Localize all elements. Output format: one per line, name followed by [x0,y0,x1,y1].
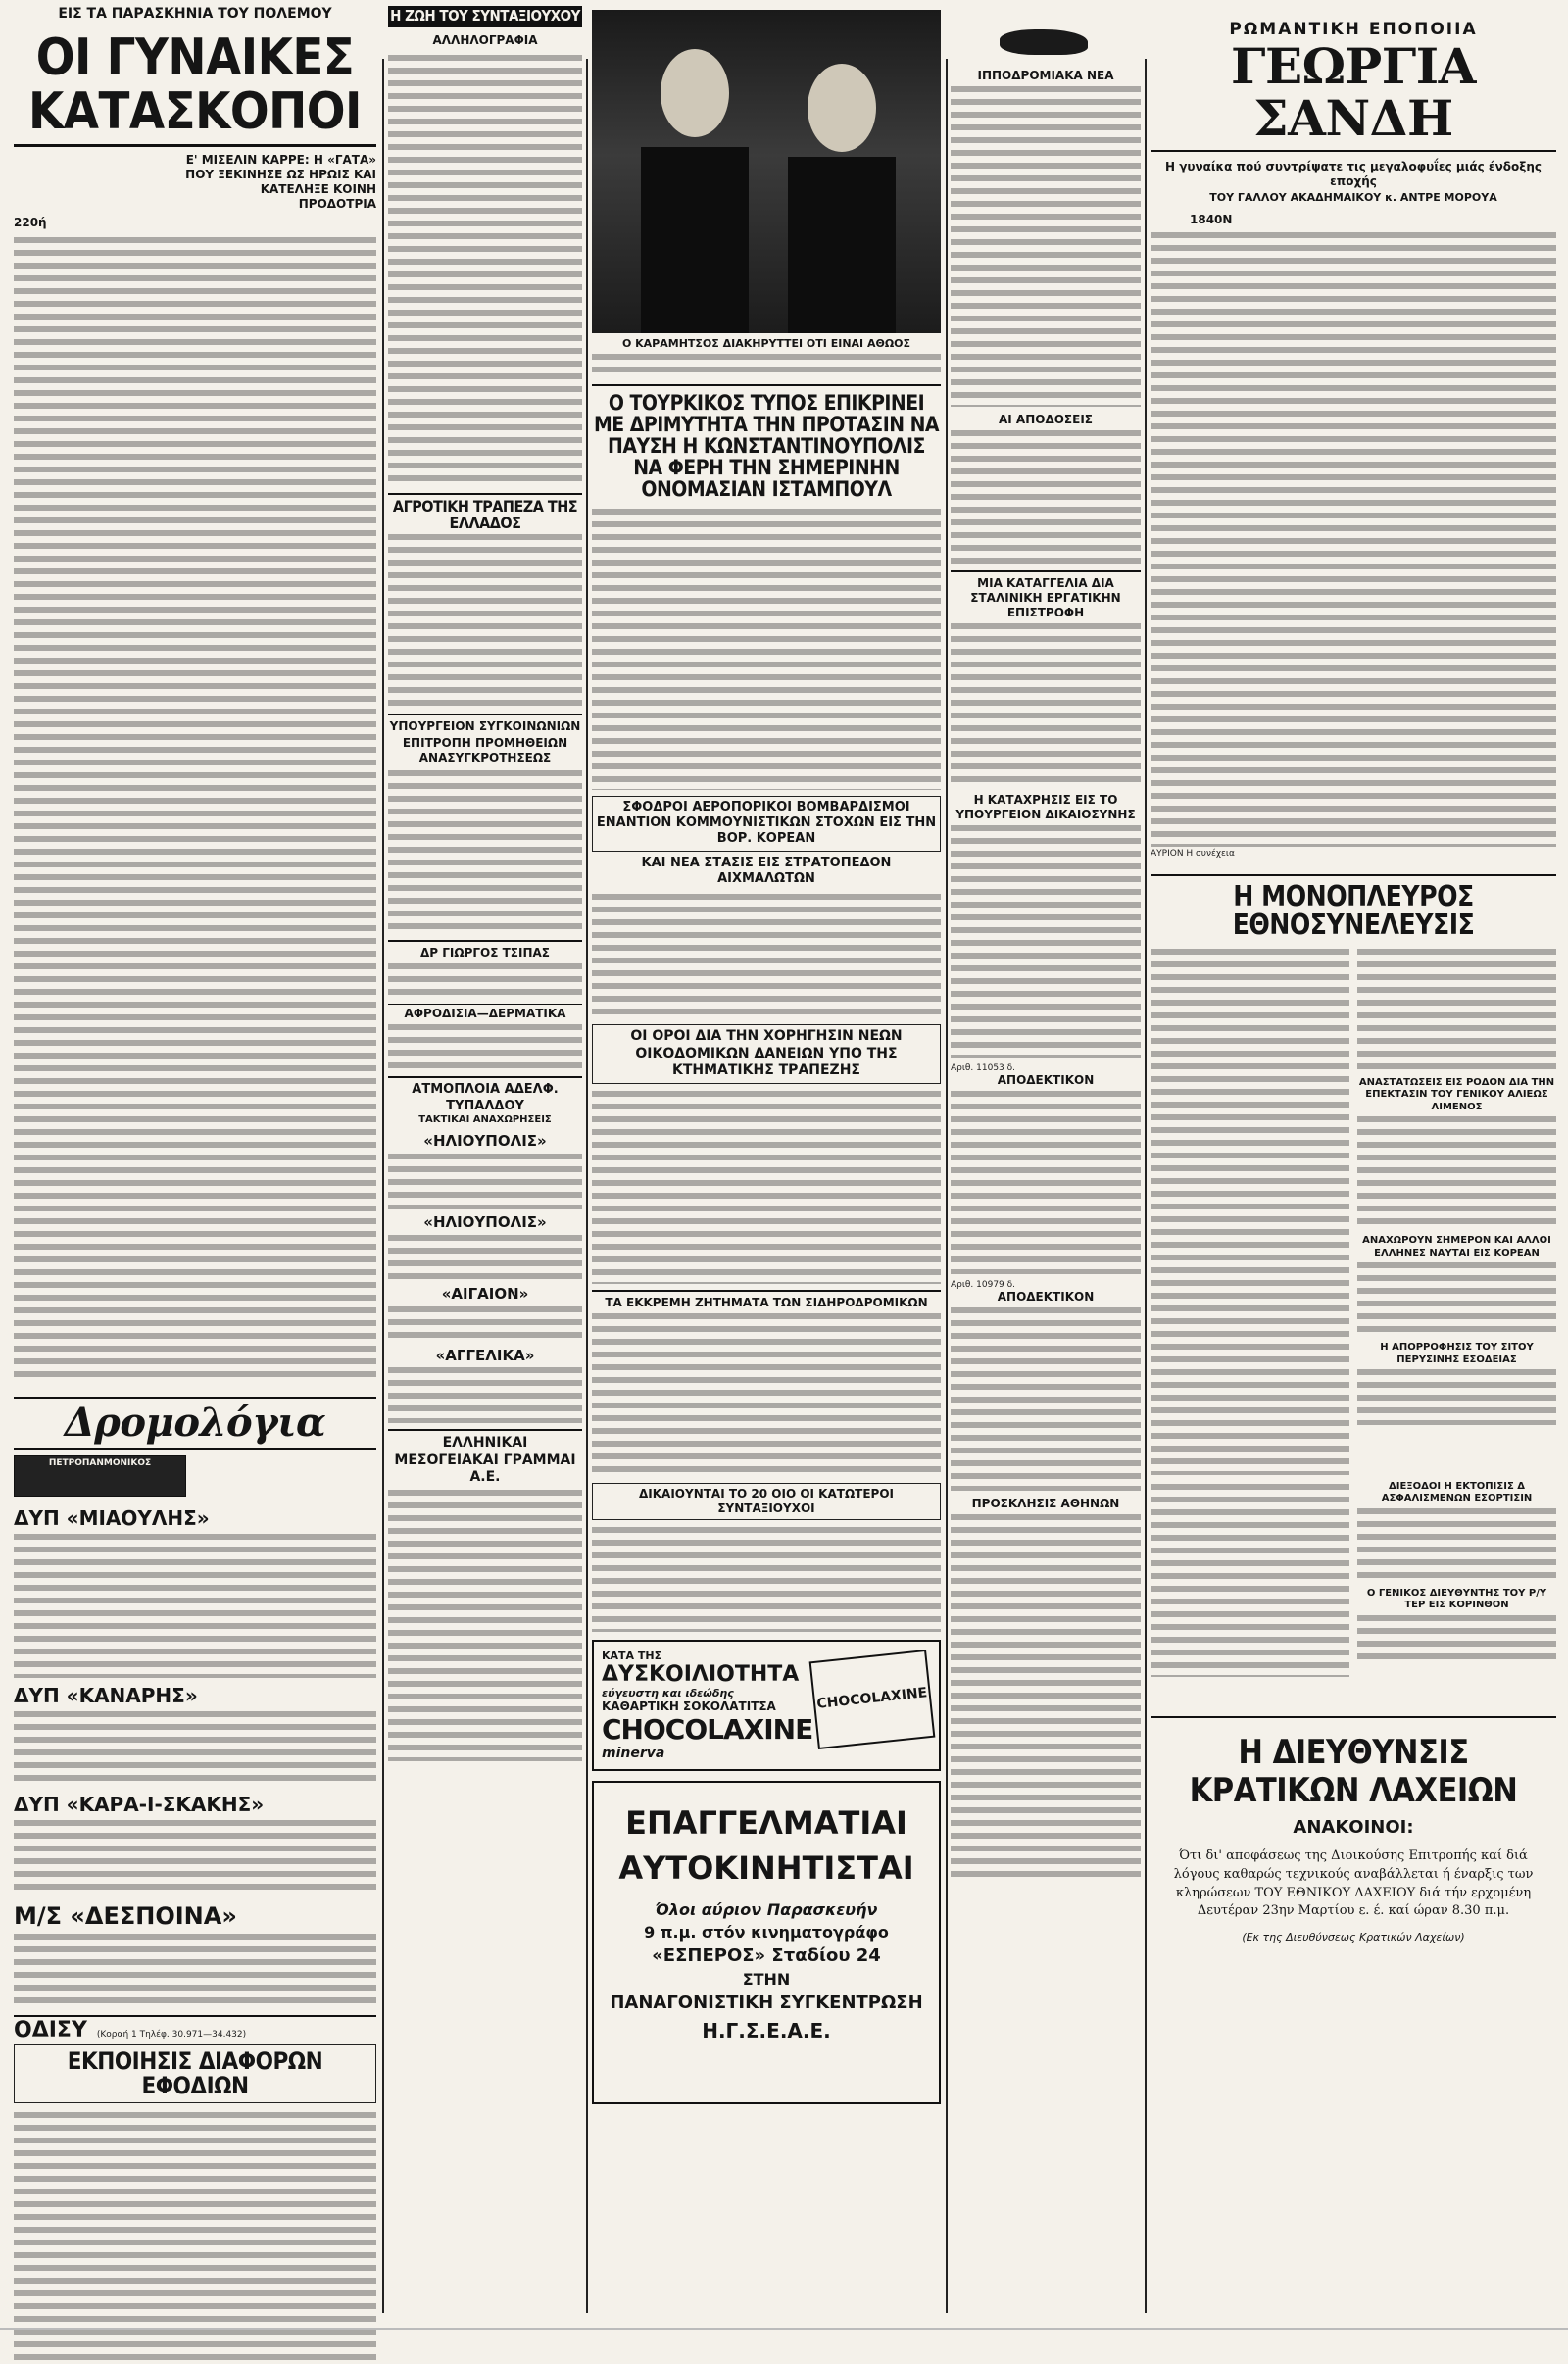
ministry-title: ΥΠΟΥΡΓΕΙΟΝ ΣΥΓΚΟΙΝΩΝΙΩΝ [388,714,582,734]
director-text [1357,1612,1556,1661]
column-5 [1151,0,1556,2347]
bottom-rule [0,2328,1568,2330]
photo-face-right [808,64,876,152]
sand-year: 1840Ν [1190,212,1233,226]
wheat-headline: Η ΑΠΟΡΡΟΦΗΣΙΣ ΤΟΥ ΣΙΤΟΥ ΠΕΡΥΣΙΝΗΣ ΕΣΟΔΕΙΑΣ [1380,1342,1534,1365]
assembly-columns [1151,946,1556,1475]
lower-text [1151,1481,1349,1677]
turkish-press-text [592,506,941,790]
lottery-headline-2: ΚΡΑΤΙΚΩΝ ΛΑΧΕΙΩΝ [1189,1771,1518,1811]
doctor-ad-title: ΔΡ ΓΙΩΡΓΟΣ ΤΣΙΠΑΣ [388,940,582,960]
correspondence-text [388,52,582,483]
steam-ship-text [388,1364,582,1423]
ship-schedule-text [14,1931,376,2009]
spy-subhead: Ε' ΜΙΣΕΛΙΝ ΚΑΡΡΕ: Η «ΓΑΤΑ» ΠΟΥ ΞΕΚΙΝΗΣΕ ΩΣ ΗΡΩΙΣ ΚΑΙ ΚΑΤΕΛΗΞΕ ΚΟΙΝΗ ΠΡΟΔΟΤΡΙΑ [185,153,376,212]
steam-ship-text [388,1304,582,1343]
choc-headline: ΔΥΣΚΟΙΛΙΟΤΗΤΑ [602,1661,800,1687]
sailors-headline: ΑΝΑΧΩΡΟΥΝ ΣΗΜΕΡΟΝ ΚΑΙ ΑΛΛΟΙ ΕΛΛΗΝΕΣ ΝΑΥΤΑΙ ΕΙΣ ΚΟΡΕΑΝ [1362,1235,1551,1258]
side-notes [1357,946,1556,1475]
payouts-text [951,427,1141,565]
sailors-text [1357,1259,1556,1338]
choc-maker: minerva [602,1745,665,1761]
drivers-notice [592,1781,941,2104]
complaint-title: ΜΙΑ ΚΑΤΑΓΓΕΛΙΑ ΔΙΑ ΣΤΑΛΙΝΙΚΗ ΕΡΓΑΤΙΚΗΝ ΕΠΙΣΤΡΟΦΗ [951,570,1141,620]
ship-name: ΔΥΠ «ΚΑΡΑ-Ι-ΣΚΑΚΗΣ» [14,1793,265,1817]
steam-ship-name: «ΗΛΙΟΥΠΟΛΙΣ» [423,1213,547,1232]
column-rule [586,59,588,2313]
lottery-text: Ότι δι' αποφάσεως της Διοικούσης Επιτροπής καί διά λόγους καθαρώς τεχνικούς αναβάλλεται ή έναρξις των κληρώσεων ΤΟΥ ΕΘΝΙΚΟΥ ΛΑΧΕΙΟΥ διά τήν ερχομένη Δευτέραν 23ην Μαρτίου ε. έ. καί ώραν 8.30 π.μ. [1173,1847,1534,1919]
shipping-company-logo: ΠΕΤΡΟΠΑΝΜΟΝΙΚΟΣ [14,1455,186,1497]
pension-headline: ΔΙΚΑΙΟΥΝΤΑΙ ΤΟ 20 ΟΙΟ ΟΙ ΚΑΤΩΤΕΡΟΙ ΣΥΝΤΑΞΙΟΥΧΟΙ [592,1483,941,1520]
continued-tomorrow: ΑΥΡΙΟΝ Η συνέχεια [1151,848,1235,859]
payouts-title: ΑΙ ΑΠΟΔΟΣΕΙΣ [998,413,1093,426]
ministry-sub: ΕΠΙΤΡΟΠΗ ΠΡΟΜΗΘΕΙΩΝ ΑΝΑΣΥΓΚΡΟΤΗΣΕΩΣ [402,736,568,765]
korea-text [592,891,941,1018]
odissy-name: ΟΔΙΣΥ [14,2018,87,2044]
chocolaxine-ad [592,1640,941,1771]
horse-racing-title: ΙΠΠΟΔΡΟΜΙΑΚΑ ΝΕΑ [977,69,1114,82]
agro-bank-text [388,531,582,708]
choc-brand: CHOCOLAXINE [602,1712,813,1746]
derm-ad-title: ΑΦΡΟΔΙΣΙΑ—ΔΕΡΜΑΤΙΚΑ [388,1004,582,1021]
wheat-text [1357,1366,1556,1425]
complaint-text [951,620,1141,787]
spy-article-body [14,234,376,1381]
pensioner-kicker: Η ΖΩΗ ΤΟΥ ΣΥΝΤΑΞΙΟΥΧΟΥ [388,6,582,27]
sand-text [1151,229,1556,847]
loans-headline: ΟΙ ΟΡΟΙ ΔΙΑ ΤΗΝ ΧΟΡΗΓΗΣΙΝ ΝΕΩΝ ΟΙΚΟΔΟΜΙΚΩΝ ΔΑΝΕΙΩΝ ΥΠΟ ΤΗΣ ΚΤΗΜΑΤΙΚΗΣ ΤΡΑΠΕΖΗΣ [592,1024,941,1084]
decision-number: Αριθ. 10979 δ. [951,1280,1016,1290]
derm-ad-text [388,1021,582,1070]
korea-headline: ΣΦΟΔΡΟΙ ΑΕΡΟΠΟΡΙΚΟΙ ΒΟΜΒΑΡΔΙΣΜΟΙ ΕΝΑΝΤΙΟΝ ΚΟΜΜΟΥΝΙΣΤΙΚΩΝ ΣΤΟΧΩΝ ΕΙΣ ΤΗΝ ΒΟΡ. ΚΟΡΕΑΝ [592,796,941,852]
invitation-title: ΠΡΟΣΚΛΗΣΙΣ ΑΘΗΝΩΝ [971,1497,1120,1510]
ship-schedule-text [14,1817,376,1896]
rail-headline: ΤΑ ΕΚΚΡΕΜΗ ΖΗΤΗΜΑΤΑ ΤΩΝ ΣΙΔΗΡΟΔΡΟΜΙΚΩΝ [592,1290,941,1310]
odissy-text [14,2109,376,2364]
romance-kicker: ΡΩΜΑΝΤΙΚΗ ΕΠΟΠΟΙΙΑ [1229,20,1478,39]
lower-side [1357,1481,1556,1677]
assembly-headline: Η ΜΟΝΟΠΛΕΥΡΟΣ ΕΘΝΟΣΥΝΕΛΕΥΣΙΣ [1151,874,1556,940]
photo-caption: Ο ΚΑΡΑΜΗΤΣΟΣ ΔΙΑΚΗΡΥΤΤΕΙ ΟΤΙ ΕΙΝΑΙ ΑΘΩΟΣ [621,337,911,350]
ministry-text [388,767,582,934]
column-rule [382,59,384,2313]
steam-ship-name: «ΗΛΙΟΥΠΟΛΙΣ» [423,1132,547,1151]
notice-title: ΑΠΟΔΕΚΤΙΚΟΝ [997,1073,1095,1087]
drivers-org: Η.Γ.Σ.Ε.Α.Ε. [702,2018,831,2043]
column-rule [1145,59,1147,2313]
shipping-schedule-title: Δρομολόγια [14,1397,376,1450]
steamship-sub: ΤΑΚΤΙΚΑΙ ΑΝΑΧΩΡΗΣΕΙΣ [418,1113,552,1125]
drivers-venue: «ΕΣΠΕΡΟΣ» Σταδίου 24 [652,1945,881,1966]
side-text [1357,946,1556,1073]
lottery-notice [1151,1716,1556,1962]
loans-text [592,1088,941,1284]
odissy-header [14,2015,376,2044]
notice-text [951,1088,1141,1274]
insured-text [1357,1505,1556,1584]
steam-ship-name: «ΑΙΓΑΙΟΝ» [441,1284,529,1303]
rhodes-text [1357,1113,1556,1231]
ship-name: Μ/Σ «ΔΕΣΠΟΙΝΑ» [14,1902,237,1931]
horse-racing-logo [951,20,1141,69]
steam-ship-text [388,1232,582,1281]
photo-figure-left [641,147,749,333]
notice-text [951,1305,1141,1491]
steam-ship-text [388,1151,582,1209]
sand-author: ΤΟΥ ΓΑΛΛΟΥ ΑΚΑΔΗΜΑΙΚΟΥ κ. ΑΝΤΡΕ ΜΟΡΟΥΑ [1209,191,1497,204]
ship-name: ΔΥΠ «ΜΙΑΟΥΛΗΣ» [14,1506,210,1531]
drivers-event: ΠΑΝΑΓΟΝΙΣΤΙΚΗ ΣΥΓΚΕΝΤΡΩΣΗ [610,1992,923,2013]
korea-subhead: ΚΑΙ ΝΕΑ ΣΤΑΣΙΣ ΕΙΣ ΣΤΡΑΤΟΠΕΔΟΝ ΑΙΧΜΑΛΩΤΩΝ [641,855,892,886]
drivers-headline-2: ΑΥΤΟΚΙΝΗΤΙΣΤΑΙ [618,1848,914,1887]
turkish-press-headline: Ο ΤΟΥΡΚΙΚΟΣ ΤΥΠΟΣ ΕΠΙΚΡΙΝΕΙ ΜΕ ΔΡΙΜΥΤΗΤΑ ΤΗΝ ΠΡΟΤΑΣΙΝ ΝΑ ΠΑΥΣΗ Η ΚΩΝΣΤΑΝΤΙΝΟΥΠΟΛΙΣ ΝΑ ΦΕΡΗ ΤΗΝ ΣΗΜΕΡΙΝΗΝ ΟΝΟΜΑΣΙΑΝ ΙΣΤΑΜΠΟΥΛ [592,384,941,500]
abuse-title: Η ΚΑΤΑΧΡΗΣΙΣ ΕΙΣ ΤΟ ΥΠΟΥΡΓΕΙΟΝ ΔΙΚΑΙΟΣΥΝΗΣ [956,793,1136,821]
assembly-text [1151,946,1349,1475]
horse-racing-text [951,83,1141,407]
invitation-text [951,1511,1141,1884]
lottery-headline-1: Η ΔΙΕΥΘΥΝΣΙΣ [1238,1732,1469,1772]
agro-bank-title: ΑΓΡΟΤΙΚΗ ΤΡΑΠΕΖΑ ΤΗΣ ΕΛΛΑΔΟΣ [388,493,582,532]
mediterranean-lines-text [388,1487,582,1761]
choc-line: ΚΑΤΑ ΤΗΣ [602,1649,662,1662]
drivers-headline-1: ΕΠΑΓΓΕΛΜΑΤΙΑΙ [625,1803,907,1842]
ship-schedule-text [14,1531,376,1678]
photo-caption-text [592,351,941,376]
pension-text [592,1524,941,1632]
notice-title: ΑΠΟΔΕΚΤΙΚΟΝ [997,1290,1095,1304]
sand-subhead: Η γυναίκα πού συντρίψατε τις μεγαλοφυΐες μιάς ένδοξης εποχής [1164,160,1543,188]
sand-headline: ΓΕΩΡΓΙΑ ΣΑΝΔΗ [1151,41,1556,152]
steam-ship-name: «ΑΓΓΕΛΙΚΑ» [435,1346,535,1364]
rail-text [592,1310,941,1477]
installment-number: 220ή [14,216,47,230]
correspondence-title: ΑΛΛΗΛΟΓΡΑΦΙΑ [432,32,538,47]
horse-icon [1000,29,1088,55]
ship-schedule-text [14,1708,376,1787]
column-1 [14,0,376,2347]
decision-number: Αριθ. 11053 δ. [951,1063,1016,1073]
lottery-announce: ΑΝΑΚΟΙΝΟΙ: [1293,1816,1414,1838]
odissy-phone: (Κοραή 1 Τηλέφ. 30.971—34.432) [96,2030,247,2041]
spy-headline: ΟΙ ΓΥΝΑΙΚΕΣ ΚΑΤΑΣΚΟΠΟΙ [14,31,376,147]
ship-name: ΔΥΠ «ΚΑΝΑΡΗΣ» [14,1684,198,1708]
lottery-signature: (Εκ της Διευθύνσεως Κρατικών Λαχείων) [1242,1931,1465,1945]
insured-headline: ΔΙΕΞΟΔΟΙ Η ΕΚΤΟΠΙΣΙΣ Δ ΑΣΦΑΛΙΣΜΕΝΩΝ ΕΣΟΡΤΙΣΙΝ [1381,1480,1533,1504]
news-photo [592,10,941,333]
director-headline: Ο ΓΕΝΙΚΟΣ ΔΙΕΥΘΥΝΤΗΣ ΤΟΥ Ρ/Υ ΤΕΡ ΕΙΣ ΚΟΡΙΝΘΟΝ [1366,1587,1547,1611]
steamship-title: ΑΤΜΟΠΛΟΙΑ ΑΔΕΛΦ. ΤΥΠΑΛΔΟΥ [388,1076,582,1114]
mediterranean-lines-title: ΕΛΛΗΝΙΚΑΙ ΜΕΣΟΓΕΙΑΚΑΙ ΓΡΑΜΜΑΙ Α.Ε. [388,1429,582,1487]
lower-notes [1151,1481,1556,1677]
column-4 [951,0,1141,2347]
choc-package: CHOCOLAXINE [809,1650,936,1749]
choc-line: ΚΑΘΑΡΤΙΚΗ ΣΟΚΟΛΑΤΙΤΣΑ [602,1699,776,1713]
photo-face-left [661,49,729,137]
column-rule [946,59,948,2313]
doctor-ad-text [388,960,582,1000]
drivers-line: ΣΤΗΝ [742,1969,791,1989]
spy-kicker: ΕΙΣ ΤΑ ΠΑΡΑΣΚΗΝΙΑ ΤΟΥ ΠΟΛΕΜΟΥ [58,6,332,22]
column-3 [592,0,941,2347]
column-2 [388,0,582,2347]
choc-line: εύγευστη και ιδεώδης [602,1686,734,1699]
drivers-line: 9 π.μ. στόν κινηματογράφο [644,1922,889,1942]
odissy-headline: ΕΚΠΟΙΗΣΙΣ ΔΙΑΦΟΡΩΝ ΕΦΟΔΙΩΝ [14,2044,376,2103]
abuse-text [951,822,1141,1058]
rhodes-headline: ΑΝΑΣΤΑΤΩΣΕΙΣ ΕΙΣ ΡΟΔΟΝ ΔΙΑ ΤΗΝ ΕΠΕΚΤΑΣΙΝ ΤΟΥ ΓΕΝΙΚΟΥ ΑΛΙΕΩΣ ΛΙΜΕΝΟΣ [1358,1076,1555,1112]
drivers-line: Όλοι αύριον Παρασκευήν [655,1899,878,1919]
photo-figure-right [788,157,896,333]
